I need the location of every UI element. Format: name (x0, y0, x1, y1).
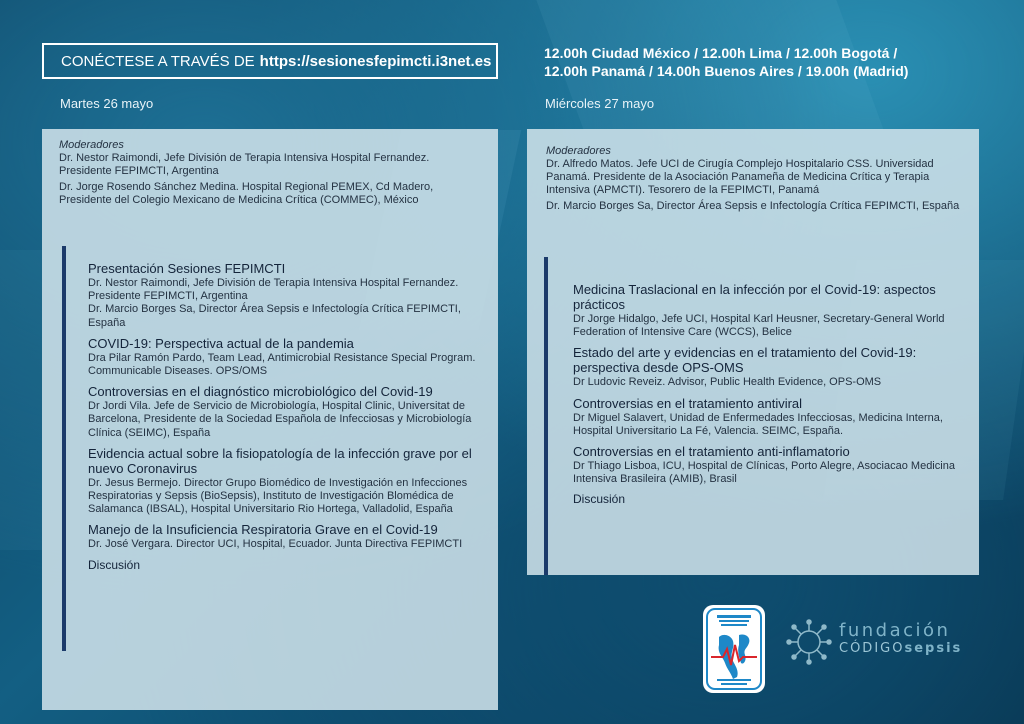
moderator-entry: Dr. Jorge Rosendo Sánchez Medina. Hospital Regional PEMEX, Cd Madero, Presidente del Colegio Mexicano de Medicina Crítica (COMMEC), México (59, 181, 434, 206)
moderator-entry: Dr. Alfredo Matos. Jefe UCI de Cirugía Complejo Hospitalario CSS. Universidad Panamá. Presidente de la Asociación Panameña de Medicina Crítica y Terapia Intensiva (APMCTI). Tesorero de la FEPIMCTI, Panamá (546, 158, 934, 196)
accent-bar (62, 246, 66, 651)
codigo-sepsis-word (839, 641, 962, 657)
talk-speakers: Dr Ludovic Reveiz. Advisor, Public Health Evidence, OPS-OMS (573, 376, 882, 389)
talk-speakers: Dr Jorge Hidalgo, Jefe UCI, Hospital Karl Heusner, Secretary-General World Federation of Intensive Care (WCCS), Belice (573, 313, 945, 339)
talk-title: Controversias en el diagnóstico microbiológico del Covid-19 (88, 384, 433, 400)
day2-label: Miércoles 27 mayo (545, 96, 655, 111)
fundacion-word: fundación (839, 620, 951, 641)
talk-item (88, 384, 483, 440)
day2-moderators (546, 145, 966, 216)
talk-item (88, 261, 483, 330)
discussion-label: Discusión (573, 492, 626, 507)
sepsis-word: sepsis (904, 641, 963, 656)
talk-item (573, 282, 963, 339)
talk-title: COVID-19: Perspectiva actual de la pandemia (88, 335, 354, 351)
talk-speakers: Dr Jordi Vila. Jefe de Servicio de Microbiología, Hospital Clinic, Universitat de Barcelona, Presidente de la Sociedad Española de Infecciosas y Microbiología Clínica (SEIMC), España (88, 400, 472, 439)
day1-label: Martes 26 mayo (60, 96, 154, 111)
talk-item (573, 444, 963, 486)
fundacion-codigo-sepsis-logo (783, 617, 983, 667)
codigo-word: CÓDIGO (839, 641, 905, 656)
connect-url-link[interactable]: https://sesionesfepimcti.i3net.es (259, 52, 492, 70)
talk-speakers: Dr. José Vergara. Director UCI, Hospital, Ecuador. Junta Directiva FEPIMCTI (88, 538, 463, 551)
talk-speakers: Dr. Jesus Bermejo. Director Grupo Biomédico de Investigación en Infecciones Respiratorias y Sepsis (BioSepsis), Instituto de Investigación Blomédica de Salamanca (IBSAL), Hospital Universitario Rio Hortega, Valladolid, España (88, 476, 468, 516)
day1-talks (88, 261, 483, 572)
talk-item (88, 336, 483, 378)
talk-title: Presentación Sesiones FEPIMCTI (88, 261, 286, 276)
talk-title: Manejo de la Insuficiencia Respiratoria Grave en el Covid-19 (88, 522, 438, 538)
session-times (544, 44, 964, 80)
moderator-entry: Dr. Marcio Borges Sa, Director Área Sepsis e Infectología Crítica FEPIMCTI, España (546, 200, 960, 212)
day1-panel (42, 129, 498, 710)
connect-banner (42, 43, 498, 79)
talk-title: Evidencia actual sobre la fisiopatología de la infección grave por el nuevo Coronavirus (88, 445, 472, 476)
moderators-heading: Moderadores (59, 139, 124, 151)
discussion-label: Discusión (88, 557, 141, 572)
talk-item (573, 396, 963, 438)
connect-prefix: CONÉCTESE A TRAVÉS DE (61, 52, 255, 70)
talk-item (88, 446, 483, 517)
talk-title: Estado del arte y evidencias en el tratamiento del Covid-19: perspectiva desde OPS-OMS (573, 345, 917, 376)
talk-title: Controversias en el tratamiento anti-inflamatorio (573, 444, 850, 460)
accent-bar (544, 257, 548, 575)
talk-title: Medicina Traslacional en la infección por el Covid-19: aspectos prácticos (573, 282, 936, 312)
fepimcti-logo (703, 605, 765, 693)
talk-item (573, 345, 963, 389)
day2-panel (527, 129, 979, 575)
times-line-2: 12.00h Panamá / 14.00h Buenos Aires / 19.00h (Madrid) (544, 63, 909, 79)
talk-speakers: Dra Pilar Ramón Pardo, Team Lead, Antimicrobial Resistance Special Program. Communicable Diseases. OPS/OMS (88, 351, 476, 378)
fepimcti-emblem-icon (703, 605, 765, 693)
talk-title: Controversias en el tratamiento antiviral (573, 395, 803, 411)
moderator-entry: Dr. Nestor Raimondi, Jefe División de Terapia Intensiva Hospital Fernandez. Presidente FEPIMCTI, Argentina (59, 152, 430, 177)
day2-talks (573, 282, 963, 506)
virus-icon (783, 617, 837, 667)
talk-speakers: Dr Thiago Lisboa, ICU, Hospital de Clínicas, Porto Alegre, Asociacao Medicina Intensiva Brasileira (AMIB), Brasil (573, 460, 955, 486)
day1-moderators (59, 139, 479, 210)
talk-item (88, 522, 483, 551)
talk-speakers: Dr. Nestor Raimondi, Jefe División de Terapia Intensiva Hospital Fernandez. Presidente FEPIMCTI, Argentina Dr. Marcio Borges Sa, Director Área Sepsis e Infectología Crítica FEPIMCTI, España (88, 277, 461, 329)
moderators-heading: Moderadores (546, 145, 611, 157)
talk-speakers: Dr Miguel Salavert, Unidad de Enfermedades Infecciosas, Medicina Interna, Hospital Universitario La Fé, Valencia. SEIMC, España. (573, 411, 943, 437)
times-line-1: 12.00h Ciudad México / 12.00h Lima / 12.00h Bogotá / (544, 45, 898, 61)
fundacion-wordmark (839, 621, 962, 657)
